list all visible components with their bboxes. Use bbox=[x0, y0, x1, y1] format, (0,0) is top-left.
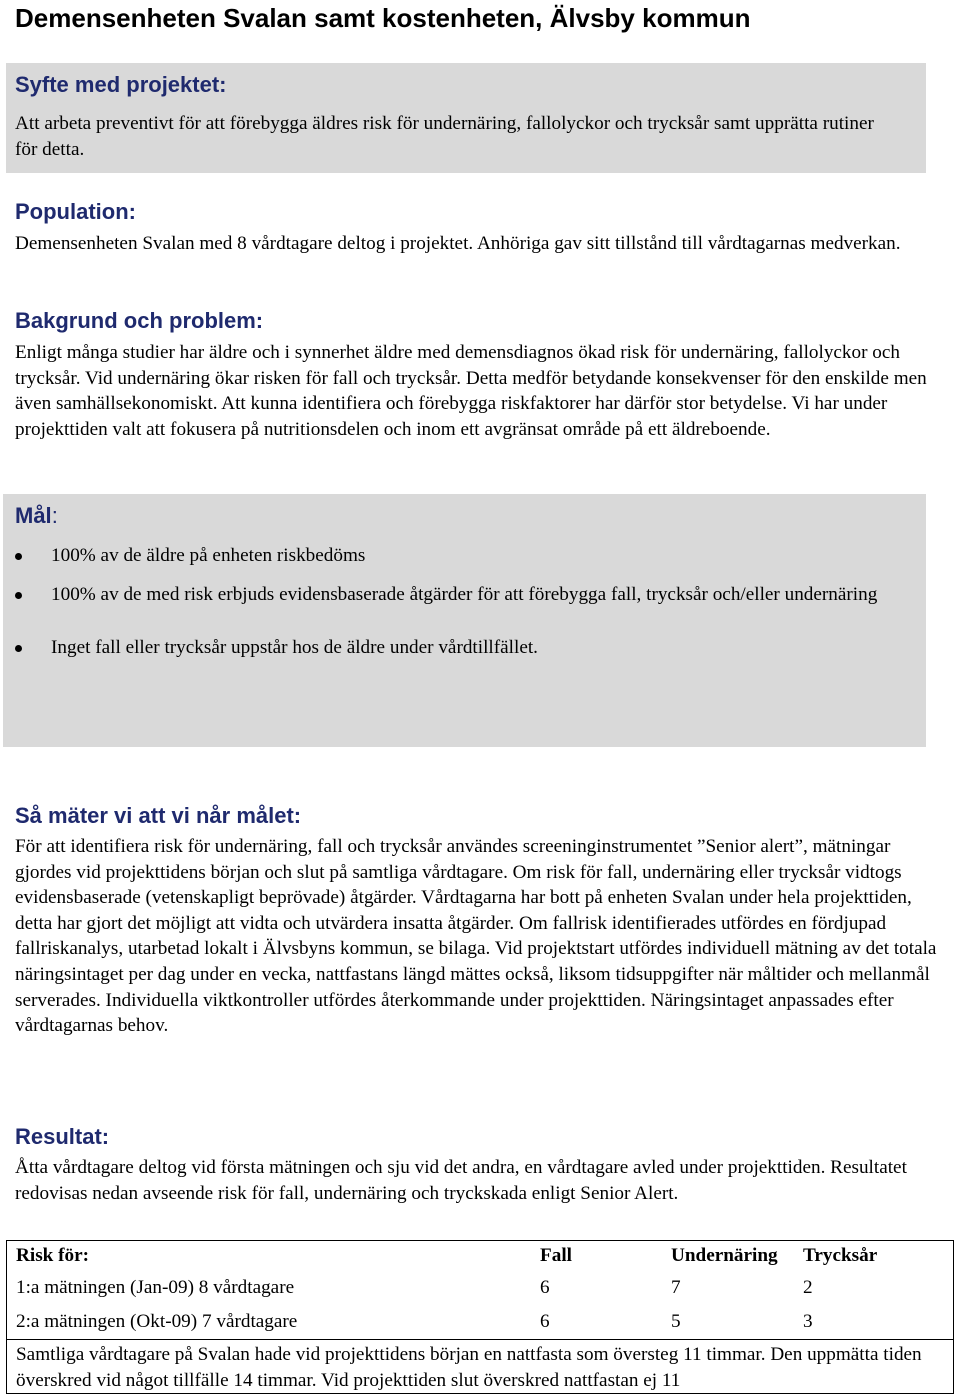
bullet-icon bbox=[15, 553, 22, 560]
goals-heading bbox=[15, 503, 58, 529]
purpose-heading: Syfte med projektet: bbox=[15, 72, 227, 97]
table-footer-text: Samtliga vårdtagare på Svalan hade vid projekttidens början en nattfasta som översteg 11 timmar. Den uppmätta tiden överskred vid något tillfälle 14 timmar. Vid projekttiden slut överskred nattfastan ej 11 bbox=[7, 1340, 954, 1394]
table-footer-row bbox=[7, 1340, 954, 1394]
goals-heading-label: Mål bbox=[15, 503, 52, 528]
results-heading: Resultat: bbox=[15, 1124, 110, 1149]
table-row bbox=[7, 1305, 954, 1340]
header-risk: Risk för: bbox=[16, 1245, 90, 1266]
bullet-icon bbox=[15, 645, 22, 652]
goal-text: Inget fall eller trycksår uppstår hos de äldre under vårdtillfället. bbox=[51, 637, 538, 658]
row-trycksar: 3 bbox=[803, 1311, 813, 1332]
goal-item bbox=[15, 635, 920, 661]
row-label: 1:a mätningen (Jan-09) 8 vårdtagare bbox=[16, 1277, 295, 1298]
measure-text: För att identifiera risk för undernäring, fall och trycksår användes screeninginstrumentet ”Senior alert”, mätningar gjordes vid projekttidens början och slut på samtliga vårdtagare. Om risk för fall, undernäring eller trycksår vidtogs evidensbaserade (vetenskapligt beprövade) åtgärder. Vårdtagarna har bott på enheten Svalan under hela projekttiden, detta har gjort det möjligt att vidta och utvärdera insatta åtgärder. Om fallrisk identifierades utfördes en fördjupad fallriskanalys, utarbetad lokalt i Älvsbyns kommun, se bilaga. Vid projektstart utfördes individuell mätning av det totala näringsintaget per dag under en vecka, nattfastans längd mättes också, liksom tidsuppgifter när måltider och mellanmål serverades. Individuella viktkontroller utfördes återkommande under projekttiden. Näringsintaget anpassades efter vårdtagarnas behov. bbox=[15, 836, 937, 1037]
results-table bbox=[6, 1240, 954, 1394]
goal-item bbox=[15, 582, 920, 608]
row-fall: 6 bbox=[540, 1311, 550, 1332]
row-undernaring: 7 bbox=[671, 1277, 681, 1298]
goals-list bbox=[15, 543, 920, 661]
table-row bbox=[7, 1271, 954, 1305]
goals-heading-colon: : bbox=[51, 503, 58, 528]
row-trycksar: 2 bbox=[803, 1277, 813, 1298]
document-title: Demensenheten Svalan samt kostenheten, Älvsby kommun bbox=[15, 3, 751, 33]
row-label: 2:a mätningen (Okt-09) 7 vårdtagare bbox=[16, 1311, 298, 1332]
population-heading: Population: bbox=[15, 199, 136, 224]
goal-item bbox=[15, 543, 920, 569]
header-trycksar: Trycksår bbox=[803, 1245, 878, 1266]
bullet-icon bbox=[15, 592, 22, 599]
header-undernaring: Undernäring bbox=[671, 1245, 778, 1266]
purpose-text: Att arbeta preventivt för att förebygga äldres risk för undernäring, fallolyckor och trycksår samt upprätta rutiner för detta. bbox=[15, 113, 874, 160]
row-undernaring: 5 bbox=[671, 1311, 681, 1332]
population-text: Demensenheten Svalan med 8 vårdtagare deltog i projektet. Anhöriga gav sitt tillstånd till vårdtagarnas medverkan. bbox=[15, 233, 901, 254]
row-fall: 6 bbox=[540, 1277, 550, 1298]
background-text: Enligt många studier har äldre och i synnerhet äldre med demensdiagnos ökad risk för undernäring, fallolyckor och trycksår. Vid undernäring ökar risken för fall och trycksår. Detta medför betydande konsekvenser för den enskilde men även samhällsekonomiskt. Att kunna identifiera och förebygga riskfaktorer har därför stor betydelse. Vi har under projekttiden valt att fokusera på nutritionsdelen och inom ett avgränsat område på ett äldreboende. bbox=[15, 342, 927, 440]
table-header-row bbox=[7, 1241, 954, 1272]
results-intro: Åtta vårdtagare deltog vid första mätningen och sju vid det andra, en vårdtagare avled under projekttiden. Resultatet redovisas nedan avseende risk för fall, undernäring och tryckskada enligt Senior Alert. bbox=[15, 1157, 907, 1204]
goal-text: 100% av de med risk erbjuds evidensbaserade åtgärder för att förebygga fall, trycksår och/eller undernäring bbox=[51, 584, 878, 605]
background-heading: Bakgrund och problem: bbox=[15, 308, 264, 333]
header-fall: Fall bbox=[540, 1245, 572, 1266]
measure-heading: Så mäter vi att vi når målet: bbox=[15, 803, 302, 828]
goal-text: 100% av de äldre på enheten riskbedöms bbox=[51, 545, 366, 566]
